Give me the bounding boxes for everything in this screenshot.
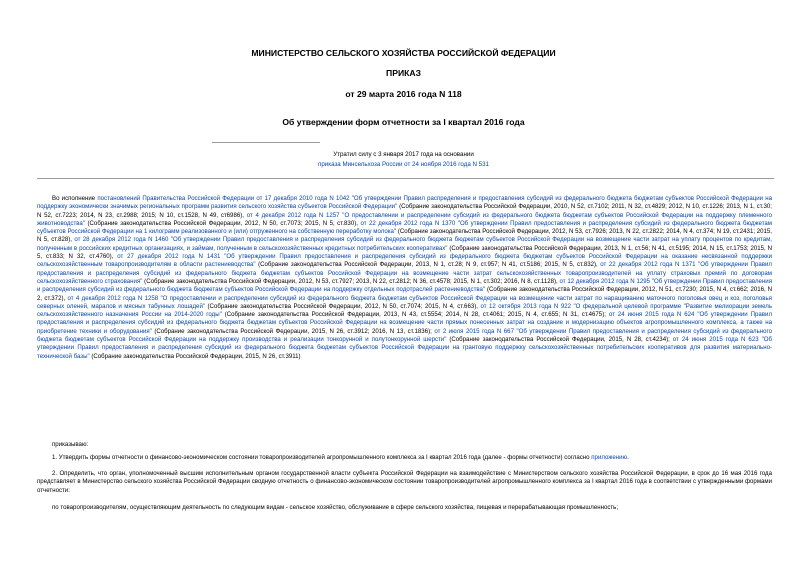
legal-reference-link[interactable]: от 27 декабря 2012 года N 1431 "Об утверждении Правил предоставления и распределения субсидий из федерального бюджета бюджетам субъектов Российской Федерации на оказание несвязанной поддержки сельскохозяйственным товаропроизводителям в области растениеводства" xyxy=(37,253,772,269)
preamble-paragraph xyxy=(37,195,772,361)
legal-reference-link[interactable]: от 12 декабря 2012 года N 1295 "Об утверждении Правил предоставления и распределения субсидий из федерального бюджета бюджетам субъектов Российской Федерации на поддержку отдельных подотраслей растениеводства" xyxy=(37,277,772,294)
legal-reference-link[interactable]: от 28 декабря 2012 года N 1460 "Об утверждении Правил предоставления и распределения субсидий из федерального бюджета бюджетам субъектов Российской Федерации на возмещение части затрат на уплату процентов по кредитам, полученным в российских кредитных организациях, и займам, полученным в сельскохозяйственных кредитных потребительских кооперативах" xyxy=(37,236,772,252)
preamble-text: (Собрание законодательства Российской Федерации, 2013, N 1, ст.28; N 9, ст.957; N 41, ст.5186; 2015, N 5, ст.832), xyxy=(255,261,601,269)
preamble-text: (Собрание законодательства Российской Федерации, 2010, N 52, ст.7102; 2011, N 32, ст.4829; 2012, N 10, ст.1226; 2013, N 1, ст.30; N 52, ст.7223; 2014, N 23, ст.2988; 2015; N 10, ст.1528, N 49, ст6986), xyxy=(37,203,772,219)
doc-type: ПРИКАЗ xyxy=(386,68,421,78)
legal-reference-link[interactable]: от 4 декабря 2012 года N 1257 "О предоставлении и распределении субсидий из федерального бюджета бюджетам субъектов Российской Федерации на поддержку племенного животноводства" xyxy=(37,211,772,227)
preamble-text: (Собрание законодательства Российской Федерации, 2015, N 26, ст.3911) xyxy=(89,352,301,360)
item-1-paragraph xyxy=(37,454,772,462)
status-line: Утратил силу с 3 января 2017 года на основании xyxy=(333,151,474,158)
preamble-text: (Собрание законодательства Российской Федерации, 2013, N 43, ст.5554; 2014, N 28, ст.4061; 2015, N 4, ст.655; N 31, ст.4675); xyxy=(221,311,609,319)
divider-short xyxy=(212,142,320,143)
preamble-text: (Собрание законодательства Российской Федерации, 2013, N 1, ст.56; N 41, ст.5195; 2014, N 15, ст.1753; 2015, N 5, ст.833; N 32, ст.4760), xyxy=(37,244,772,261)
legal-reference-link[interactable]: от 4 декабря 2012 года N 1258 "О предоставлении и распределении субсидий из федерального бюджета бюджетам субъектов Российской Федерации на возмещение части затрат по наращиванию маточного поголовья овец и коз, поголовья северных оленей, маралов и мясных табунных лошадей" xyxy=(37,294,772,310)
status-link[interactable]: приказа Минсельхоза России от 24 ноября 2016 года N 531 xyxy=(317,160,489,168)
legal-reference-link[interactable]: от 22 декабря 2012 года N 1371 "Об утверждении Правил предоставления и распределения субсидий из федерального бюджета бюджетам субъектов Российской Федерации на возмещение части затрат сельскохозяйственных товаропроизводителей на уплату страховых премий по договорам сельскохозяйственного страхования" xyxy=(37,261,772,285)
ministry-name: МИНИСТЕРСТВО СЕЛЬСКОГО ХОЗЯЙСТВА РОССИЙСКОЙ ФЕДЕРАЦИИ xyxy=(251,48,556,58)
legal-reference-link[interactable]: от 24 июня 2015 года N 624 "Об утверждении Правил предоставления и распределения субсидий из федерального бюджета бюджетам субъектов Российской Федерации на возмещение части прямых понесенных затрат на создание и модернизацию объектов агропромышленного комплекса, а также на приобретение техники и оборудования" xyxy=(37,311,772,335)
legal-reference-link[interactable]: от 12 октября 2013 года N 922 "О федеральной целевой программе "Развитие мелиорации земель сельскохозяйственного назначения России на 2014-2020 годы" xyxy=(37,302,772,319)
legal-reference-link[interactable]: от 24 июня 2015 года N 623 "Об утверждении Правил предоставления и распределения субсидий из федерального бюджета бюджетам субъектов Российской Федерации на грантовую поддержку сельскохозяйственных потребительских кооперативов для развития материально-технической базы" xyxy=(37,336,772,360)
preamble-text: Во исполнение xyxy=(52,195,98,202)
legal-reference-link[interactable]: постановлений Правительства Российской Федерации от 17 декабря 2010 года N 1042 "Об утверждении Правил распределения и предоставления субсидий из федерального бюджета бюджетам субъектов Российской Федерации на поддержку экономически значимых региональных программ развития сельского хозяйства субъектов Российской Федерации" xyxy=(37,195,772,211)
item-1-end: . xyxy=(627,454,629,461)
preamble-text: (Собрание законодательства Российской Федерации, 2012, N 51, ст.7230; 2015, N 4, ст.662; 2016, N 2, ст.372), xyxy=(37,286,773,302)
legal-reference-link[interactable]: от 22 декабря 2012 года N 1370 "Об утверждении Правил предоставления и распределения субсидий из федерального бюджета бюджетам субъектов Российской Федерации на 1 килограмм реализованного и (или) отгруженного на собственную переработку молока" xyxy=(37,219,773,236)
legal-reference-link[interactable]: от 2 июля 2015 года N 667 "Об утверждении Правил предоставления и распределения субсидий из федерального бюджета бюджетам субъектов Российской Федерации на поддержку производства и реализации тонкорунной и полутонкорунной шерсти" xyxy=(37,327,772,344)
divider-long xyxy=(37,178,774,179)
item-2-sub-paragraph: по товаропроизводителям, осуществляющим деятельность по следующим видам - сельское хозяйство, обслуживание в сфере сельского хозяйства, пищевая и перерабатывающая промышленность; xyxy=(52,504,619,511)
doc-title: Об утверждении форм отчетности за I квартал 2016 года xyxy=(282,117,525,127)
preamble-text: (Собрание законодательства Российской Федерации, 2012, N 50, ст.7073; 2015, N 5, ст.830), xyxy=(85,219,361,227)
preamble-text: (Собрание законодательства Российской Федерации, 2015, N 28, ст.4234); xyxy=(446,336,673,344)
status-note xyxy=(0,150,807,169)
preamble-text: (Собрание законодательства Российской Федерации, 2012, N 50, ст.7074; 2015, N 4, ст.663), xyxy=(205,302,481,310)
appendix-link[interactable]: приложению xyxy=(591,454,628,461)
item-2-paragraph: 2. Определить, что орган, уполномоченный высшим исполнительным органом государственной власти субъекта Российской Федерации на взаимодействие с Министерством сельского хозяйства Российской Федерации, в срок до 16 мая 2016 года представляет в Министерство сельского хозяйства Российской Федерации сводную отчетность о финансово-экономическом состоянии товаропроизводителей агропромышленного комплекса за I квартал 2016 года в соответствии с утвержденными формами отчетности: xyxy=(37,470,772,494)
preamble-text: (Собрание законодательства Российской Федерации, 2012, N 53, ст.7926; 2013, N 22, ст.2822; 2014, N 4, ст.374; N 19, ст.2431; 2015, N 5, ст.828), xyxy=(37,228,772,244)
preamble-text: (Собрание законодательства Российской Федерации, 2012, N 53, ст.7927; 2013, N 22, ст.2812; N 36, ст.4578; 2015, N 1, ст.302; 2016, N 8, ст.1128), xyxy=(142,277,560,285)
preamble-text: (Собрание законодательства Российской Федерации, 2015, N 26, ст.3912; 2016, N 13, ст.1836); xyxy=(151,327,435,335)
item-1-text: 1. Утвердить формы отчетности о финансово-экономическом состоянии товаропроизводителей агропромышленного комплекса за I квартал 2016 года (далее - формы отчетности) согласно xyxy=(52,454,592,461)
doc-date-number: от 29 марта 2016 года N 118 xyxy=(345,89,462,99)
order-word: приказываю: xyxy=(52,441,89,448)
